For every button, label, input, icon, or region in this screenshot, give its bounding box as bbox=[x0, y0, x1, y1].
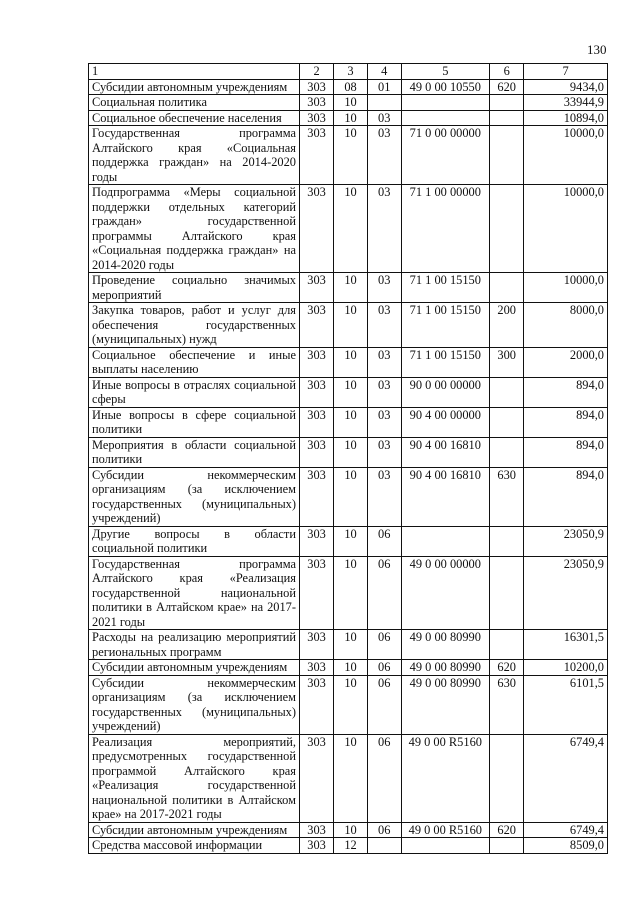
row-subsection-cell bbox=[367, 95, 401, 111]
row-amount-cell: 10000,0 bbox=[524, 185, 608, 273]
table-row bbox=[89, 734, 608, 822]
row-amount-cell: 10894,0 bbox=[524, 110, 608, 126]
row-name-cell: Иные вопросы в отраслях социальной сферы bbox=[89, 377, 300, 407]
table-row bbox=[89, 660, 608, 676]
header-cell: 3 bbox=[334, 64, 368, 80]
row-code-cell: 303 bbox=[299, 822, 333, 838]
row-amount-cell: 6101,5 bbox=[524, 675, 608, 734]
row-section-cell: 10 bbox=[334, 110, 368, 126]
table-row bbox=[89, 526, 608, 556]
row-target-cell: 49 0 00 80990 bbox=[401, 660, 490, 676]
row-subsection-cell bbox=[367, 838, 401, 854]
row-subsection-cell: 06 bbox=[367, 675, 401, 734]
row-target-cell bbox=[401, 838, 490, 854]
page-number: 130 bbox=[587, 42, 607, 57]
row-amount-cell: 16301,5 bbox=[524, 630, 608, 660]
row-name-cell: Субсидии автономным учреждениям bbox=[89, 822, 300, 838]
row-type-cell bbox=[490, 126, 524, 185]
header-cell: 6 bbox=[490, 64, 524, 80]
row-amount-cell: 33944,9 bbox=[524, 95, 608, 111]
row-section-cell: 10 bbox=[334, 556, 368, 630]
table-row bbox=[89, 126, 608, 185]
header-cell: 5 bbox=[401, 64, 490, 80]
row-name-cell: Социальное обеспечение населения bbox=[89, 110, 300, 126]
row-code-cell: 303 bbox=[299, 734, 333, 822]
row-amount-cell: 8000,0 bbox=[524, 303, 608, 348]
row-target-cell: 90 0 00 00000 bbox=[401, 377, 490, 407]
table-header-row bbox=[89, 64, 608, 80]
row-section-cell: 10 bbox=[334, 437, 368, 467]
row-subsection-cell: 03 bbox=[367, 185, 401, 273]
row-target-cell: 71 1 00 15150 bbox=[401, 303, 490, 348]
row-section-cell: 10 bbox=[334, 660, 368, 676]
row-code-cell: 303 bbox=[299, 467, 333, 526]
row-target-cell: 71 0 00 00000 bbox=[401, 126, 490, 185]
row-amount-cell: 8509,0 bbox=[524, 838, 608, 854]
row-code-cell: 303 bbox=[299, 185, 333, 273]
table-row bbox=[89, 467, 608, 526]
table-row bbox=[89, 822, 608, 838]
header-cell: 2 bbox=[299, 64, 333, 80]
row-code-cell: 303 bbox=[299, 126, 333, 185]
row-code-cell: 303 bbox=[299, 95, 333, 111]
row-name-cell: Средства массовой информации bbox=[89, 838, 300, 854]
row-amount-cell: 10200,0 bbox=[524, 660, 608, 676]
table-row bbox=[89, 185, 608, 273]
row-code-cell: 303 bbox=[299, 660, 333, 676]
row-amount-cell: 6749,4 bbox=[524, 822, 608, 838]
row-amount-cell: 23050,9 bbox=[524, 526, 608, 556]
row-amount-cell: 23050,9 bbox=[524, 556, 608, 630]
row-name-cell: Подпрограмма «Меры социальной поддержки отдельных категорий граждан» государственной программы Алтайского края «Социальная поддержка граждан» на 2014-2020 годы bbox=[89, 185, 300, 273]
row-section-cell: 10 bbox=[334, 734, 368, 822]
row-subsection-cell: 06 bbox=[367, 822, 401, 838]
row-section-cell: 10 bbox=[334, 347, 368, 377]
row-type-cell bbox=[490, 630, 524, 660]
row-subsection-cell: 06 bbox=[367, 556, 401, 630]
row-amount-cell: 10000,0 bbox=[524, 126, 608, 185]
row-target-cell: 49 0 00 R5160 bbox=[401, 822, 490, 838]
row-subsection-cell: 03 bbox=[367, 377, 401, 407]
row-code-cell: 303 bbox=[299, 630, 333, 660]
row-target-cell: 90 4 00 00000 bbox=[401, 407, 490, 437]
row-name-cell: Расходы на реализацию мероприятий региональных программ bbox=[89, 630, 300, 660]
row-name-cell: Социальное обеспечение и иные выплаты населению bbox=[89, 347, 300, 377]
row-subsection-cell: 06 bbox=[367, 660, 401, 676]
row-section-cell: 10 bbox=[334, 407, 368, 437]
table-row bbox=[89, 95, 608, 111]
row-name-cell: Государственная программа Алтайского края «Социальная поддержка граждан» на 2014-2020 годы bbox=[89, 126, 300, 185]
row-section-cell: 10 bbox=[334, 95, 368, 111]
row-target-cell bbox=[401, 110, 490, 126]
row-type-cell bbox=[490, 526, 524, 556]
row-name-cell: Иные вопросы в сфере социальной политики bbox=[89, 407, 300, 437]
row-type-cell bbox=[490, 838, 524, 854]
row-code-cell: 303 bbox=[299, 110, 333, 126]
table-row bbox=[89, 407, 608, 437]
row-name-cell: Другие вопросы в области социальной политики bbox=[89, 526, 300, 556]
row-name-cell: Мероприятия в области социальной политики bbox=[89, 437, 300, 467]
row-type-cell: 620 bbox=[490, 660, 524, 676]
row-section-cell: 10 bbox=[334, 526, 368, 556]
row-target-cell: 90 4 00 16810 bbox=[401, 467, 490, 526]
row-target-cell: 49 0 00 R5160 bbox=[401, 734, 490, 822]
row-subsection-cell: 03 bbox=[367, 467, 401, 526]
table-row bbox=[89, 347, 608, 377]
row-code-cell: 303 bbox=[299, 303, 333, 348]
row-code-cell: 303 bbox=[299, 377, 333, 407]
row-code-cell: 303 bbox=[299, 526, 333, 556]
row-code-cell: 303 bbox=[299, 675, 333, 734]
row-code-cell: 303 bbox=[299, 273, 333, 303]
row-target-cell: 71 1 00 00000 bbox=[401, 185, 490, 273]
table-row bbox=[89, 303, 608, 348]
row-type-cell bbox=[490, 734, 524, 822]
row-section-cell: 08 bbox=[334, 79, 368, 95]
row-name-cell: Реализация мероприятий, предусмотренных государственной программой Алтайского края «Реализация государственной национальной политики в Алтайском крае» на 2017-2021 годы bbox=[89, 734, 300, 822]
row-target-cell: 71 1 00 15150 bbox=[401, 347, 490, 377]
row-subsection-cell: 03 bbox=[367, 437, 401, 467]
row-section-cell: 10 bbox=[334, 185, 368, 273]
table-row bbox=[89, 838, 608, 854]
table-row bbox=[89, 273, 608, 303]
row-name-cell: Субсидии автономным учреждениям bbox=[89, 660, 300, 676]
row-subsection-cell: 03 bbox=[367, 126, 401, 185]
row-code-cell: 303 bbox=[299, 838, 333, 854]
row-name-cell: Закупка товаров, работ и услуг для обеспечения государственных (муниципальных) нужд bbox=[89, 303, 300, 348]
row-section-cell: 10 bbox=[334, 126, 368, 185]
row-name-cell: Государственная программа Алтайского края «Реализация государственной национальной политики в Алтайском крае» на 2017-2021 годы bbox=[89, 556, 300, 630]
row-type-cell: 620 bbox=[490, 822, 524, 838]
row-code-cell: 303 bbox=[299, 556, 333, 630]
row-target-cell: 49 0 00 80990 bbox=[401, 630, 490, 660]
row-amount-cell: 6749,4 bbox=[524, 734, 608, 822]
row-amount-cell: 894,0 bbox=[524, 467, 608, 526]
row-amount-cell: 894,0 bbox=[524, 377, 608, 407]
row-code-cell: 303 bbox=[299, 437, 333, 467]
row-type-cell bbox=[490, 437, 524, 467]
row-code-cell: 303 bbox=[299, 79, 333, 95]
row-code-cell: 303 bbox=[299, 347, 333, 377]
row-name-cell: Проведение социально значимых мероприятий bbox=[89, 273, 300, 303]
row-amount-cell: 894,0 bbox=[524, 407, 608, 437]
row-name-cell: Субсидии автономным учреждениям bbox=[89, 79, 300, 95]
row-type-cell bbox=[490, 556, 524, 630]
table-row bbox=[89, 110, 608, 126]
row-type-cell: 200 bbox=[490, 303, 524, 348]
row-type-cell bbox=[490, 377, 524, 407]
row-target-cell bbox=[401, 526, 490, 556]
row-target-cell bbox=[401, 95, 490, 111]
header-cell: 7 bbox=[524, 64, 608, 80]
header-cell: 1 bbox=[89, 64, 300, 80]
row-subsection-cell: 03 bbox=[367, 273, 401, 303]
row-target-cell: 90 4 00 16810 bbox=[401, 437, 490, 467]
row-section-cell: 10 bbox=[334, 822, 368, 838]
row-section-cell: 10 bbox=[334, 675, 368, 734]
row-target-cell: 71 1 00 15150 bbox=[401, 273, 490, 303]
row-amount-cell: 894,0 bbox=[524, 437, 608, 467]
row-target-cell: 49 0 00 80990 bbox=[401, 675, 490, 734]
row-section-cell: 10 bbox=[334, 273, 368, 303]
row-amount-cell: 2000,0 bbox=[524, 347, 608, 377]
row-subsection-cell: 06 bbox=[367, 734, 401, 822]
row-type-cell bbox=[490, 185, 524, 273]
row-section-cell: 10 bbox=[334, 377, 368, 407]
row-subsection-cell: 01 bbox=[367, 79, 401, 95]
table-row bbox=[89, 437, 608, 467]
row-section-cell: 12 bbox=[334, 838, 368, 854]
row-subsection-cell: 06 bbox=[367, 630, 401, 660]
row-type-cell bbox=[490, 273, 524, 303]
row-name-cell: Субсидии некоммерческим организациям (за исключением государственных (муниципальных) учреждений) bbox=[89, 467, 300, 526]
row-subsection-cell: 03 bbox=[367, 347, 401, 377]
row-target-cell: 49 0 00 00000 bbox=[401, 556, 490, 630]
row-type-cell: 620 bbox=[490, 79, 524, 95]
table-row bbox=[89, 79, 608, 95]
row-section-cell: 10 bbox=[334, 630, 368, 660]
row-name-cell: Социальная политика bbox=[89, 95, 300, 111]
table-row bbox=[89, 630, 608, 660]
table-row bbox=[89, 377, 608, 407]
row-type-cell bbox=[490, 110, 524, 126]
table-row bbox=[89, 556, 608, 630]
row-code-cell: 303 bbox=[299, 407, 333, 437]
row-amount-cell: 10000,0 bbox=[524, 273, 608, 303]
row-type-cell: 630 bbox=[490, 467, 524, 526]
row-subsection-cell: 03 bbox=[367, 110, 401, 126]
row-subsection-cell: 03 bbox=[367, 303, 401, 348]
row-subsection-cell: 06 bbox=[367, 526, 401, 556]
row-name-cell: Субсидии некоммерческим организациям (за исключением государственных (муниципальных) учреждений) bbox=[89, 675, 300, 734]
budget-table bbox=[88, 63, 608, 854]
row-type-cell bbox=[490, 407, 524, 437]
row-section-cell: 10 bbox=[334, 467, 368, 526]
row-target-cell: 49 0 00 10550 bbox=[401, 79, 490, 95]
header-cell: 4 bbox=[367, 64, 401, 80]
row-type-cell: 300 bbox=[490, 347, 524, 377]
row-type-cell: 630 bbox=[490, 675, 524, 734]
row-type-cell bbox=[490, 95, 524, 111]
row-subsection-cell: 03 bbox=[367, 407, 401, 437]
table-row bbox=[89, 675, 608, 734]
row-amount-cell: 9434,0 bbox=[524, 79, 608, 95]
row-section-cell: 10 bbox=[334, 303, 368, 348]
